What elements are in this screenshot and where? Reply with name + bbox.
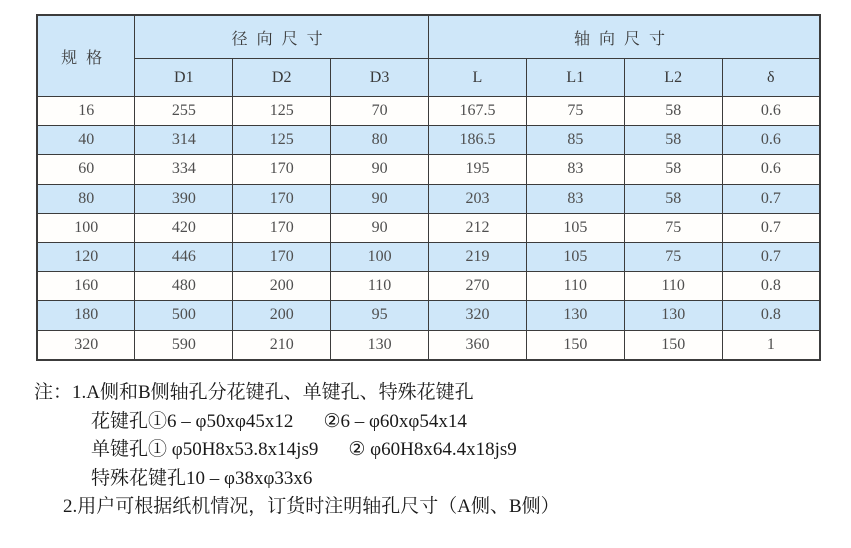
note-line-single-key-holes — [34, 436, 560, 465]
table-cell: 334 — [135, 155, 233, 184]
table-cell: 120 — [37, 242, 135, 271]
table-cell: 219 — [429, 242, 527, 271]
table-row — [37, 242, 820, 271]
table-cell: 180 — [37, 301, 135, 330]
table-cell: 80 — [331, 126, 429, 155]
table-cell: 105 — [526, 213, 624, 242]
note-line-1 — [34, 379, 560, 408]
col-header-d3: D3 — [331, 59, 429, 97]
table-cell: 60 — [37, 155, 135, 184]
table-cell: 100 — [37, 213, 135, 242]
table-cell: 200 — [233, 272, 331, 301]
table-cell: 590 — [135, 330, 233, 360]
table-cell: 100 — [331, 242, 429, 271]
table-cell: 170 — [233, 213, 331, 242]
table-cell: 125 — [233, 97, 331, 126]
table-cell: 1 — [722, 330, 820, 360]
table-cell: 90 — [331, 213, 429, 242]
table-cell: 0.6 — [722, 126, 820, 155]
table-cell: 167.5 — [429, 97, 527, 126]
table-cell: 0.8 — [722, 272, 820, 301]
col-group-radial-dimensions: 径向尺寸 — [135, 15, 429, 59]
header-row-groups — [37, 15, 820, 59]
table-cell: 186.5 — [429, 126, 527, 155]
notes — [34, 379, 560, 522]
special-spline-spec: 特殊花键孔10 – φ38xφ33x6 — [91, 467, 313, 489]
table-row — [37, 330, 820, 360]
table-row — [37, 126, 820, 155]
table-row — [37, 272, 820, 301]
note-item-2: 2.用户可根据纸机情况，订货时注明轴孔尺寸（A侧、B侧） — [63, 496, 560, 518]
table-cell: 203 — [429, 184, 527, 213]
note-item-1: 1.A侧和B侧轴孔分花键孔、单键孔、特殊花键孔 — [72, 382, 474, 403]
table-cell: 360 — [429, 330, 527, 360]
table-cell: 320 — [37, 330, 135, 360]
table-cell: 83 — [526, 155, 624, 184]
note-prefix: 注： — [34, 382, 73, 403]
col-header-l: L — [429, 59, 527, 97]
table-row — [37, 301, 820, 330]
note-line-2 — [34, 493, 560, 522]
table-cell: 95 — [331, 301, 429, 330]
single-key-spec-2: ② φ60H8x64.4x18js9 — [348, 439, 517, 461]
table-cell: 130 — [624, 301, 722, 330]
table-cell: 58 — [624, 155, 722, 184]
single-key-spec-1: 单键孔① φ50H8x53.8x14js9 — [91, 439, 319, 461]
table-cell: 90 — [331, 184, 429, 213]
col-header-l1: L1 — [526, 59, 624, 97]
note-line-spline-holes — [34, 408, 560, 437]
table-cell: 0.7 — [722, 242, 820, 271]
table-cell: 90 — [331, 155, 429, 184]
table-cell: 105 — [526, 242, 624, 271]
col-header-d2: D2 — [233, 59, 331, 97]
table-cell: 446 — [135, 242, 233, 271]
note-line-special-spline — [34, 465, 560, 494]
table-cell: 320 — [429, 301, 527, 330]
table-cell: 0.7 — [722, 213, 820, 242]
table-cell: 75 — [526, 97, 624, 126]
table-cell: 110 — [331, 272, 429, 301]
table-cell: 170 — [233, 242, 331, 271]
table-cell: 500 — [135, 301, 233, 330]
table-cell: 170 — [233, 184, 331, 213]
table-cell: 480 — [135, 272, 233, 301]
col-header-spec: 规格 — [37, 15, 135, 97]
spline-hole-spec-2: ②6 – φ60xφ54x14 — [323, 410, 467, 432]
table-row — [37, 97, 820, 126]
table-cell: 212 — [429, 213, 527, 242]
table-cell: 0.7 — [722, 184, 820, 213]
header-row-columns — [37, 59, 820, 97]
table-cell: 210 — [233, 330, 331, 360]
spec-table-body — [37, 97, 820, 360]
table-cell: 255 — [135, 97, 233, 126]
table-row — [37, 184, 820, 213]
table-cell: 150 — [526, 330, 624, 360]
table-row — [37, 155, 820, 184]
col-header-l2: L2 — [624, 59, 722, 97]
col-header-d1: D1 — [135, 59, 233, 97]
table-cell: 16 — [37, 97, 135, 126]
table-cell: 40 — [37, 126, 135, 155]
table-cell: 390 — [135, 184, 233, 213]
table-cell: 58 — [624, 126, 722, 155]
table-cell: 0.6 — [722, 97, 820, 126]
table-cell: 125 — [233, 126, 331, 155]
table-cell: 170 — [233, 155, 331, 184]
spline-hole-spec-1: 花键孔①6 – φ50xφ45x12 — [91, 410, 294, 432]
table-row — [37, 213, 820, 242]
table-cell: 0.6 — [722, 155, 820, 184]
table-cell: 58 — [624, 97, 722, 126]
table-cell: 70 — [331, 97, 429, 126]
col-header-delta: δ — [722, 59, 820, 97]
table-cell: 110 — [526, 272, 624, 301]
col-group-axial-dimensions: 轴向尺寸 — [429, 15, 821, 59]
table-cell: 130 — [526, 301, 624, 330]
table-cell: 270 — [429, 272, 527, 301]
table-cell: 75 — [624, 213, 722, 242]
table-cell: 58 — [624, 184, 722, 213]
table-cell: 200 — [233, 301, 331, 330]
table-cell: 83 — [526, 184, 624, 213]
table-cell: 85 — [526, 126, 624, 155]
table-cell: 150 — [624, 330, 722, 360]
table-cell: 110 — [624, 272, 722, 301]
spec-table — [36, 14, 821, 361]
table-cell: 195 — [429, 155, 527, 184]
table-cell: 80 — [37, 184, 135, 213]
table-cell: 0.8 — [722, 301, 820, 330]
table-cell: 314 — [135, 126, 233, 155]
table-cell: 130 — [331, 330, 429, 360]
table-cell: 160 — [37, 272, 135, 301]
table-cell: 75 — [624, 242, 722, 271]
table-cell: 420 — [135, 213, 233, 242]
